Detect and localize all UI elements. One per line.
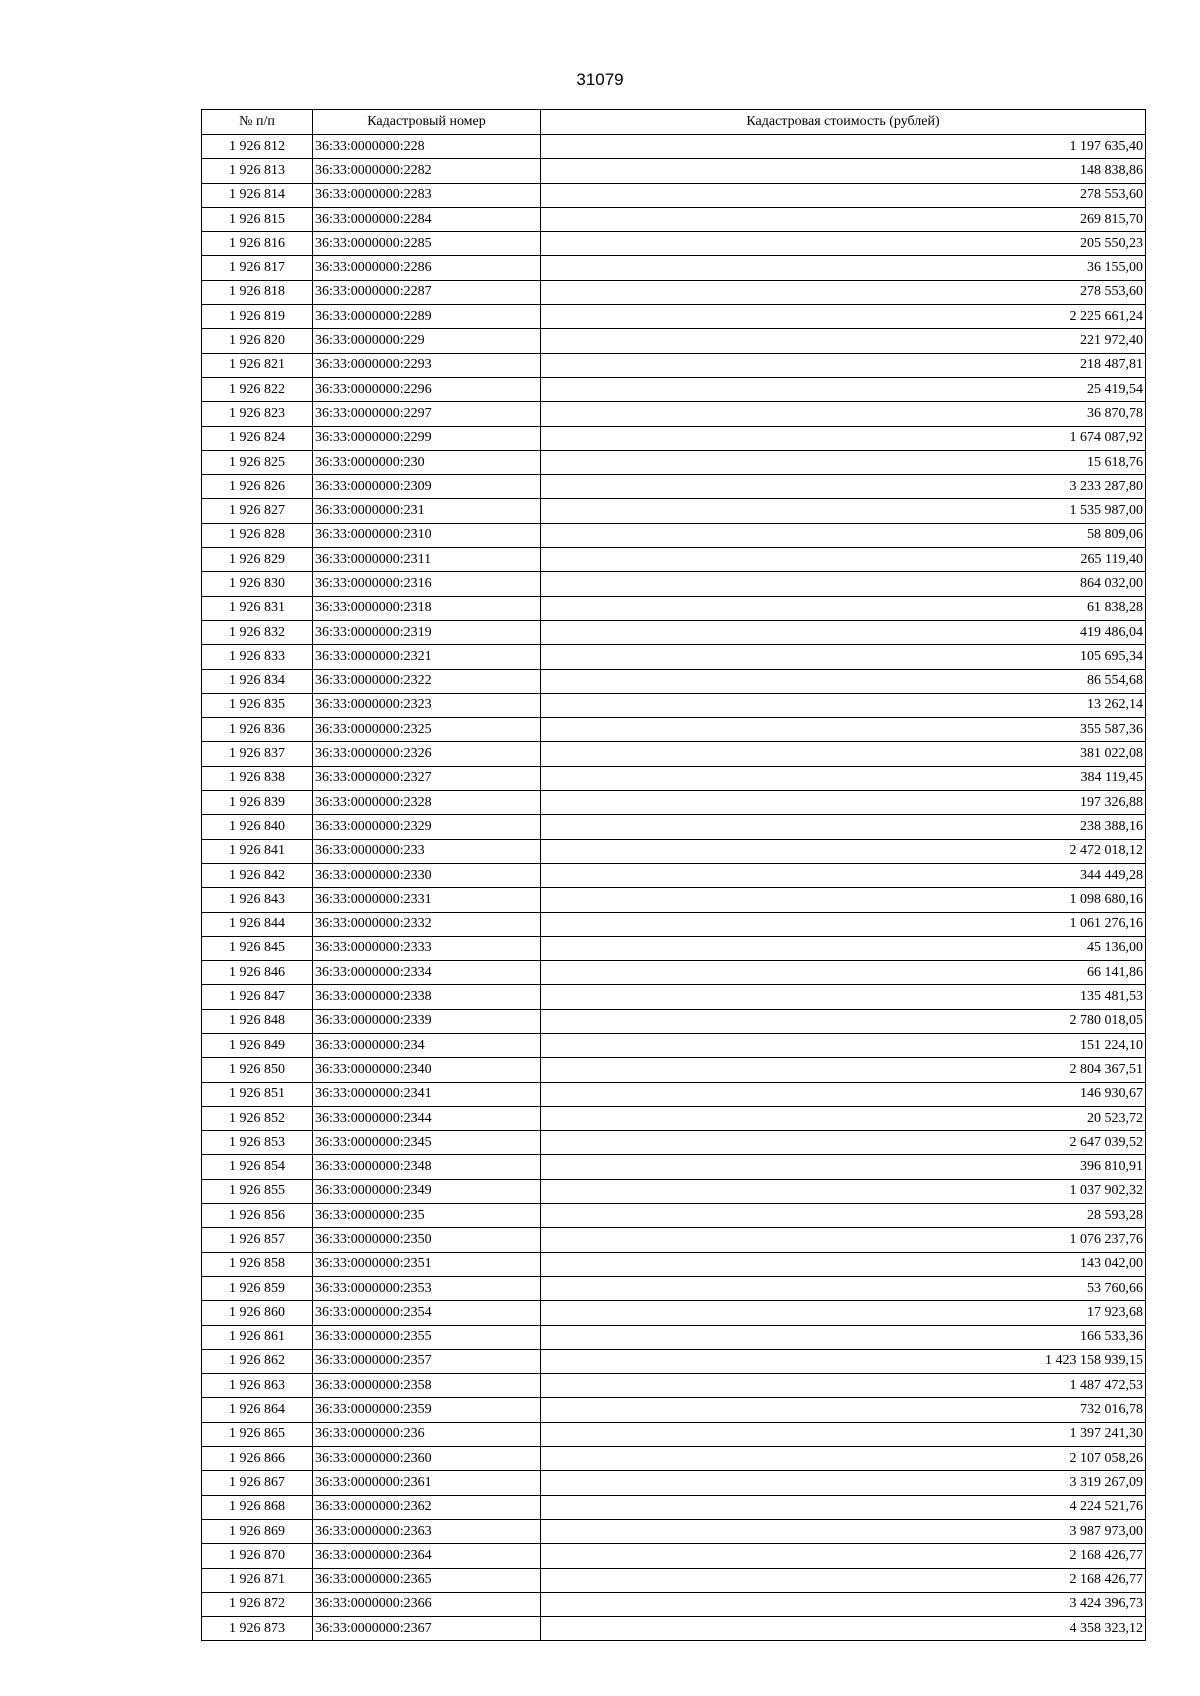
row-number-cell: 1 926 830 xyxy=(202,572,313,596)
cadastral-number-cell: 36:33:0000000:2309 xyxy=(313,475,541,499)
row-number-cell: 1 926 851 xyxy=(202,1082,313,1106)
cadastral-number-cell: 36:33:0000000:229 xyxy=(313,329,541,353)
row-number-cell: 1 926 820 xyxy=(202,329,313,353)
row-number-cell: 1 926 868 xyxy=(202,1495,313,1519)
cadastral-number-cell: 36:33:0000000:2316 xyxy=(313,572,541,596)
cadastral-value-cell: 86 554,68 xyxy=(541,669,1146,693)
cadastral-number-cell: 36:33:0000000:2311 xyxy=(313,548,541,572)
row-number-cell: 1 926 849 xyxy=(202,1033,313,1057)
cadastral-number-cell: 36:33:0000000:233 xyxy=(313,839,541,863)
table-row xyxy=(202,499,1146,523)
table-row xyxy=(202,1349,1146,1373)
page-number: 31079 xyxy=(576,70,624,89)
cadastral-number-cell: 36:33:0000000:2321 xyxy=(313,645,541,669)
header-row xyxy=(202,110,1146,135)
table-row xyxy=(202,1131,1146,1155)
row-number-cell: 1 926 836 xyxy=(202,718,313,742)
table-row xyxy=(202,377,1146,401)
row-number-cell: 1 926 840 xyxy=(202,815,313,839)
table-row xyxy=(202,1398,1146,1422)
cadastral-value-cell: 148 838,86 xyxy=(541,159,1146,183)
cadastral-value-cell: 3 987 973,00 xyxy=(541,1519,1146,1543)
cadastral-value-cell: 45 136,00 xyxy=(541,936,1146,960)
row-number-cell: 1 926 845 xyxy=(202,936,313,960)
cadastral-number-cell: 36:33:0000000:2339 xyxy=(313,1009,541,1033)
row-number-cell: 1 926 846 xyxy=(202,961,313,985)
table-row xyxy=(202,1106,1146,1130)
row-number-cell: 1 926 812 xyxy=(202,135,313,159)
cadastral-number-cell: 36:33:0000000:2293 xyxy=(313,353,541,377)
table-row xyxy=(202,839,1146,863)
cadastral-value-cell: 205 550,23 xyxy=(541,232,1146,256)
table-row xyxy=(202,888,1146,912)
cadastral-number-cell: 36:33:0000000:2282 xyxy=(313,159,541,183)
table-row xyxy=(202,645,1146,669)
cadastral-value-cell: 381 022,08 xyxy=(541,742,1146,766)
row-number-cell: 1 926 827 xyxy=(202,499,313,523)
cadastral-number-cell: 36:33:0000000:2364 xyxy=(313,1544,541,1568)
cadastral-value-cell: 2 225 661,24 xyxy=(541,305,1146,329)
cadastral-number-cell: 36:33:0000000:2357 xyxy=(313,1349,541,1373)
cadastral-number-cell: 36:33:0000000:2318 xyxy=(313,596,541,620)
cadastral-value-cell: 1 487 472,53 xyxy=(541,1374,1146,1398)
cadastral-value-cell: 58 809,06 xyxy=(541,523,1146,547)
row-number-cell: 1 926 837 xyxy=(202,742,313,766)
row-number-cell: 1 926 834 xyxy=(202,669,313,693)
header-cadastral-number: Кадастровый номер xyxy=(313,110,541,135)
row-number-cell: 1 926 864 xyxy=(202,1398,313,1422)
cadastral-number-cell: 36:33:0000000:2340 xyxy=(313,1058,541,1082)
cadastral-value-cell: 269 815,70 xyxy=(541,207,1146,231)
cadastral-number-cell: 36:33:0000000:2363 xyxy=(313,1519,541,1543)
cadastral-number-cell: 36:33:0000000:2366 xyxy=(313,1592,541,1616)
table-row xyxy=(202,863,1146,887)
cadastral-number-cell: 36:33:0000000:230 xyxy=(313,450,541,474)
table-row xyxy=(202,1179,1146,1203)
table-row xyxy=(202,1617,1146,1641)
cadastral-value-cell: 17 923,68 xyxy=(541,1301,1146,1325)
table-row xyxy=(202,985,1146,1009)
table-row xyxy=(202,572,1146,596)
cadastral-number-cell: 36:33:0000000:2333 xyxy=(313,936,541,960)
row-number-cell: 1 926 867 xyxy=(202,1471,313,1495)
row-number-cell: 1 926 814 xyxy=(202,183,313,207)
cadastral-value-cell: 396 810,91 xyxy=(541,1155,1146,1179)
table-row xyxy=(202,961,1146,985)
table-row xyxy=(202,1082,1146,1106)
cadastral-number-cell: 36:33:0000000:2329 xyxy=(313,815,541,839)
cadastral-number-cell: 36:33:0000000:2328 xyxy=(313,791,541,815)
cadastral-number-cell: 36:33:0000000:2350 xyxy=(313,1228,541,1252)
cadastral-value-cell: 2 804 367,51 xyxy=(541,1058,1146,1082)
cadastral-number-cell: 36:33:0000000:2331 xyxy=(313,888,541,912)
table-row xyxy=(202,183,1146,207)
row-number-cell: 1 926 843 xyxy=(202,888,313,912)
row-number-cell: 1 926 848 xyxy=(202,1009,313,1033)
cadastral-number-cell: 36:33:0000000:2325 xyxy=(313,718,541,742)
table-row xyxy=(202,1252,1146,1276)
table-row xyxy=(202,1495,1146,1519)
table-row xyxy=(202,1471,1146,1495)
cadastral-value-cell: 1 037 902,32 xyxy=(541,1179,1146,1203)
cadastral-number-cell: 36:33:0000000:2283 xyxy=(313,183,541,207)
cadastral-value-cell: 146 930,67 xyxy=(541,1082,1146,1106)
row-number-cell: 1 926 825 xyxy=(202,450,313,474)
cadastral-value-cell: 135 481,53 xyxy=(541,985,1146,1009)
table-row xyxy=(202,815,1146,839)
cadastral-number-cell: 36:33:0000000:2365 xyxy=(313,1568,541,1592)
cadastral-number-cell: 36:33:0000000:2322 xyxy=(313,669,541,693)
table-row xyxy=(202,159,1146,183)
cadastral-number-cell: 36:33:0000000:2326 xyxy=(313,742,541,766)
row-number-cell: 1 926 832 xyxy=(202,620,313,644)
cadastral-value-cell: 2 472 018,12 xyxy=(541,839,1146,863)
table-row xyxy=(202,1301,1146,1325)
table-row xyxy=(202,475,1146,499)
cadastral-number-cell: 36:33:0000000:2332 xyxy=(313,912,541,936)
cadastral-number-cell: 36:33:0000000:2323 xyxy=(313,693,541,717)
table-row xyxy=(202,1058,1146,1082)
row-number-cell: 1 926 847 xyxy=(202,985,313,1009)
row-number-cell: 1 926 863 xyxy=(202,1374,313,1398)
cadastral-value-cell: 1 076 237,76 xyxy=(541,1228,1146,1252)
cadastral-value-cell: 384 119,45 xyxy=(541,766,1146,790)
table-row xyxy=(202,280,1146,304)
cadastral-value-cell: 36 870,78 xyxy=(541,402,1146,426)
cadastral-value-cell: 221 972,40 xyxy=(541,329,1146,353)
cadastral-value-cell: 2 107 058,26 xyxy=(541,1447,1146,1471)
row-number-cell: 1 926 829 xyxy=(202,548,313,572)
cadastral-value-cell: 1 197 635,40 xyxy=(541,135,1146,159)
cadastral-value-cell: 53 760,66 xyxy=(541,1276,1146,1300)
cadastral-value-cell: 278 553,60 xyxy=(541,183,1146,207)
table-row xyxy=(202,1374,1146,1398)
table-row xyxy=(202,402,1146,426)
cadastral-number-cell: 36:33:0000000:2361 xyxy=(313,1471,541,1495)
cadastral-value-cell: 61 838,28 xyxy=(541,596,1146,620)
table-row xyxy=(202,669,1146,693)
table-row xyxy=(202,1276,1146,1300)
cadastral-value-cell: 1 423 158 939,15 xyxy=(541,1349,1146,1373)
row-number-cell: 1 926 853 xyxy=(202,1131,313,1155)
cadastral-number-cell: 36:33:0000000:2348 xyxy=(313,1155,541,1179)
cadastral-number-cell: 36:33:0000000:2345 xyxy=(313,1131,541,1155)
cadastral-number-cell: 36:33:0000000:231 xyxy=(313,499,541,523)
cadastral-value-cell: 36 155,00 xyxy=(541,256,1146,280)
cadastral-value-cell: 13 262,14 xyxy=(541,693,1146,717)
cadastral-value-table xyxy=(201,109,1146,1641)
table-row xyxy=(202,1544,1146,1568)
row-number-cell: 1 926 862 xyxy=(202,1349,313,1373)
cadastral-value-cell: 419 486,04 xyxy=(541,620,1146,644)
table-row xyxy=(202,1422,1146,1446)
table-row xyxy=(202,329,1146,353)
table-row xyxy=(202,353,1146,377)
row-number-cell: 1 926 852 xyxy=(202,1106,313,1130)
cadastral-value-cell: 166 533,36 xyxy=(541,1325,1146,1349)
row-number-cell: 1 926 835 xyxy=(202,693,313,717)
row-number-cell: 1 926 838 xyxy=(202,766,313,790)
row-number-cell: 1 926 860 xyxy=(202,1301,313,1325)
row-number-cell: 1 926 822 xyxy=(202,377,313,401)
cadastral-value-cell: 265 119,40 xyxy=(541,548,1146,572)
cadastral-value-cell: 218 487,81 xyxy=(541,353,1146,377)
cadastral-value-cell: 2 168 426,77 xyxy=(541,1568,1146,1592)
table-row xyxy=(202,1568,1146,1592)
cadastral-value-cell: 278 553,60 xyxy=(541,280,1146,304)
table-row xyxy=(202,548,1146,572)
cadastral-value-cell: 2 168 426,77 xyxy=(541,1544,1146,1568)
cadastral-number-cell: 36:33:0000000:2310 xyxy=(313,523,541,547)
header-cadastral-value: Кадастровая стоимость (рублей) xyxy=(541,110,1146,135)
cadastral-value-cell: 25 419,54 xyxy=(541,377,1146,401)
row-number-cell: 1 926 821 xyxy=(202,353,313,377)
cadastral-value-cell: 151 224,10 xyxy=(541,1033,1146,1057)
table-row xyxy=(202,791,1146,815)
table-row xyxy=(202,426,1146,450)
row-number-cell: 1 926 871 xyxy=(202,1568,313,1592)
cadastral-value-cell: 15 618,76 xyxy=(541,450,1146,474)
table-row xyxy=(202,912,1146,936)
row-number-cell: 1 926 859 xyxy=(202,1276,313,1300)
cadastral-number-cell: 36:33:0000000:2359 xyxy=(313,1398,541,1422)
cadastral-number-cell: 36:33:0000000:2338 xyxy=(313,985,541,1009)
cadastral-value-cell: 344 449,28 xyxy=(541,863,1146,887)
cadastral-value-cell: 864 032,00 xyxy=(541,572,1146,596)
cadastral-number-cell: 36:33:0000000:2297 xyxy=(313,402,541,426)
table-row xyxy=(202,596,1146,620)
row-number-cell: 1 926 824 xyxy=(202,426,313,450)
cadastral-number-cell: 36:33:0000000:2362 xyxy=(313,1495,541,1519)
table-row xyxy=(202,766,1146,790)
cadastral-value-cell: 1 535 987,00 xyxy=(541,499,1146,523)
cadastral-value-cell: 105 695,34 xyxy=(541,645,1146,669)
row-number-cell: 1 926 844 xyxy=(202,912,313,936)
row-number-cell: 1 926 854 xyxy=(202,1155,313,1179)
table-row xyxy=(202,305,1146,329)
cadastral-number-cell: 36:33:0000000:2285 xyxy=(313,232,541,256)
cadastral-value-cell: 2 780 018,05 xyxy=(541,1009,1146,1033)
cadastral-value-cell: 66 141,86 xyxy=(541,961,1146,985)
cadastral-value-cell: 28 593,28 xyxy=(541,1204,1146,1228)
cadastral-number-cell: 36:33:0000000:2367 xyxy=(313,1617,541,1641)
cadastral-value-cell: 3 233 287,80 xyxy=(541,475,1146,499)
cadastral-number-cell: 36:33:0000000:2354 xyxy=(313,1301,541,1325)
row-number-cell: 1 926 815 xyxy=(202,207,313,231)
row-number-cell: 1 926 858 xyxy=(202,1252,313,1276)
table-row xyxy=(202,742,1146,766)
row-number-cell: 1 926 839 xyxy=(202,791,313,815)
table-row xyxy=(202,620,1146,644)
cadastral-value-cell: 732 016,78 xyxy=(541,1398,1146,1422)
row-number-cell: 1 926 865 xyxy=(202,1422,313,1446)
cadastral-number-cell: 36:33:0000000:2330 xyxy=(313,863,541,887)
row-number-cell: 1 926 819 xyxy=(202,305,313,329)
cadastral-number-cell: 36:33:0000000:2349 xyxy=(313,1179,541,1203)
cadastral-number-cell: 36:33:0000000:2358 xyxy=(313,1374,541,1398)
table-row xyxy=(202,1592,1146,1616)
cadastral-value-cell: 4 224 521,76 xyxy=(541,1495,1146,1519)
table-row xyxy=(202,1155,1146,1179)
cadastral-number-cell: 36:33:0000000:2327 xyxy=(313,766,541,790)
row-number-cell: 1 926 828 xyxy=(202,523,313,547)
table-row xyxy=(202,232,1146,256)
row-number-cell: 1 926 861 xyxy=(202,1325,313,1349)
cadastral-value-cell: 3 424 396,73 xyxy=(541,1592,1146,1616)
header-row-number: № п/п xyxy=(202,110,313,135)
cadastral-value-cell: 20 523,72 xyxy=(541,1106,1146,1130)
table-header xyxy=(202,110,1146,135)
row-number-cell: 1 926 856 xyxy=(202,1204,313,1228)
row-number-cell: 1 926 818 xyxy=(202,280,313,304)
cadastral-value-cell: 1 674 087,92 xyxy=(541,426,1146,450)
cadastral-value-cell: 1 098 680,16 xyxy=(541,888,1146,912)
row-number-cell: 1 926 873 xyxy=(202,1617,313,1641)
cadastral-number-cell: 36:33:0000000:2289 xyxy=(313,305,541,329)
table-row xyxy=(202,1325,1146,1349)
table-row xyxy=(202,936,1146,960)
row-number-cell: 1 926 872 xyxy=(202,1592,313,1616)
cadastral-value-cell: 4 358 323,12 xyxy=(541,1617,1146,1641)
cadastral-number-cell: 36:33:0000000:2299 xyxy=(313,426,541,450)
row-number-cell: 1 926 831 xyxy=(202,596,313,620)
row-number-cell: 1 926 841 xyxy=(202,839,313,863)
table-row xyxy=(202,1519,1146,1543)
cadastral-number-cell: 36:33:0000000:2284 xyxy=(313,207,541,231)
table-row xyxy=(202,1033,1146,1057)
row-number-cell: 1 926 850 xyxy=(202,1058,313,1082)
cadastral-value-cell: 197 326,88 xyxy=(541,791,1146,815)
cadastral-number-cell: 36:33:0000000:2353 xyxy=(313,1276,541,1300)
table-row xyxy=(202,135,1146,159)
cadastral-value-cell: 1 397 241,30 xyxy=(541,1422,1146,1446)
row-number-cell: 1 926 826 xyxy=(202,475,313,499)
table-row xyxy=(202,450,1146,474)
table-body xyxy=(202,135,1146,1641)
cadastral-number-cell: 36:33:0000000:236 xyxy=(313,1422,541,1446)
cadastral-number-cell: 36:33:0000000:235 xyxy=(313,1204,541,1228)
table-row xyxy=(202,256,1146,280)
cadastral-value-cell: 2 647 039,52 xyxy=(541,1131,1146,1155)
cadastral-value-cell: 3 319 267,09 xyxy=(541,1471,1146,1495)
table-row xyxy=(202,523,1146,547)
cadastral-number-cell: 36:33:0000000:234 xyxy=(313,1033,541,1057)
row-number-cell: 1 926 869 xyxy=(202,1519,313,1543)
row-number-cell: 1 926 855 xyxy=(202,1179,313,1203)
cadastral-number-cell: 36:33:0000000:2319 xyxy=(313,620,541,644)
row-number-cell: 1 926 833 xyxy=(202,645,313,669)
row-number-cell: 1 926 857 xyxy=(202,1228,313,1252)
row-number-cell: 1 926 813 xyxy=(202,159,313,183)
table-row xyxy=(202,693,1146,717)
row-number-cell: 1 926 823 xyxy=(202,402,313,426)
table-row xyxy=(202,207,1146,231)
cadastral-number-cell: 36:33:0000000:2351 xyxy=(313,1252,541,1276)
table-row xyxy=(202,1009,1146,1033)
cadastral-value-cell: 355 587,36 xyxy=(541,718,1146,742)
cadastral-value-cell: 238 388,16 xyxy=(541,815,1146,839)
table-row xyxy=(202,1447,1146,1471)
table-row xyxy=(202,1228,1146,1252)
cadastral-number-cell: 36:33:0000000:228 xyxy=(313,135,541,159)
row-number-cell: 1 926 842 xyxy=(202,863,313,887)
cadastral-number-cell: 36:33:0000000:2344 xyxy=(313,1106,541,1130)
row-number-cell: 1 926 866 xyxy=(202,1447,313,1471)
cadastral-number-cell: 36:33:0000000:2355 xyxy=(313,1325,541,1349)
cadastral-value-cell: 143 042,00 xyxy=(541,1252,1146,1276)
row-number-cell: 1 926 870 xyxy=(202,1544,313,1568)
table-row xyxy=(202,718,1146,742)
cadastral-value-cell: 1 061 276,16 xyxy=(541,912,1146,936)
cadastral-number-cell: 36:33:0000000:2334 xyxy=(313,961,541,985)
row-number-cell: 1 926 816 xyxy=(202,232,313,256)
cadastral-number-cell: 36:33:0000000:2287 xyxy=(313,280,541,304)
cadastral-number-cell: 36:33:0000000:2341 xyxy=(313,1082,541,1106)
cadastral-number-cell: 36:33:0000000:2286 xyxy=(313,256,541,280)
table-row xyxy=(202,1204,1146,1228)
row-number-cell: 1 926 817 xyxy=(202,256,313,280)
cadastral-number-cell: 36:33:0000000:2296 xyxy=(313,377,541,401)
cadastral-number-cell: 36:33:0000000:2360 xyxy=(313,1447,541,1471)
